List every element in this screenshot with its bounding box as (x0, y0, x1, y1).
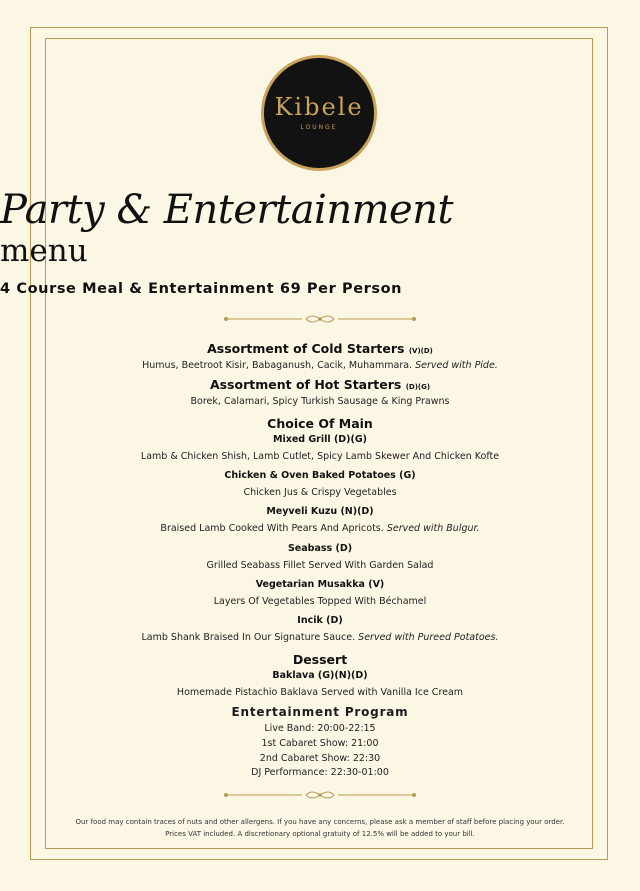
chicken-name: Chicken & Oven Baked Potatoes (G) (224, 470, 416, 481)
vat-notice: Prices VAT included. A discretionary optional gratuity of 12.5% will be added to your bill. (165, 830, 475, 838)
cold-starters-heading: Assortment of Cold Starters (V)(D) (207, 341, 433, 356)
incik-desc: Lamb Shank Braised In Our Signature Sauce. Served with Pureed Potatoes. (141, 632, 499, 643)
entertainment-item: 1st Cabaret Show: 21:00 (261, 738, 379, 749)
ornament-divider-bottom (222, 789, 418, 801)
chicken-desc: Chicken Jus & Crispy Vegetables (243, 487, 397, 498)
price-subtitle: 4 Course Meal & Entertainment 69 Per Person (0, 281, 403, 297)
hot-starters-desc: Borek, Calamari, Spicy Turkish Sausage & King Prawns (190, 396, 450, 407)
hot-starters-heading: Assortment of Hot Starters (D)(G) (209, 377, 431, 392)
ornament-divider-top (222, 313, 418, 325)
kibele-logo (261, 55, 377, 171)
entertainment-item: 2nd Cabaret Show: 22:30 (259, 753, 381, 764)
meyveli-kuzu-note: Served with Bulgur. (386, 523, 480, 534)
musakka-desc: Layers Of Vegetables Topped With Béchamel (213, 596, 427, 607)
incik-note: Served with Pureed Potatoes. (358, 632, 499, 643)
title-menu: menu (0, 233, 88, 269)
dessert-heading: Dessert (292, 652, 348, 667)
entertainment-heading: Entertainment Program (231, 705, 409, 719)
title-script: Party & Entertainment (0, 187, 454, 233)
entertainment-item: DJ Performance: 22:30-01:00 (251, 767, 389, 778)
logo-name: Kibele (274, 93, 364, 121)
meyveli-kuzu-desc: Braised Lamb Cooked With Pears And Apricots. Served with Bulgur. (160, 523, 480, 534)
allergen-notice: Our food may contain traces of nuts and other allergens. If you have any concerns, please ask a member of staff before placing your order. (75, 818, 565, 826)
seabass-name: Seabass (D) (287, 543, 353, 554)
cold-starters-desc: Humus, Beetroot Kisir, Babaganush, Cacik, Muhammara. Served with Pide. (142, 360, 498, 371)
logo-subtitle: LOUNGE (300, 124, 338, 131)
baklava-name: Baklava (G)(N)(D) (272, 670, 368, 681)
mixed-grill-name: Mixed Grill (D)(G) (273, 434, 367, 445)
meyveli-kuzu-name: Meyveli Kuzu (N)(D) (266, 506, 374, 517)
hot-starters-tags: (D)(G) (405, 383, 431, 391)
baklava-desc: Homemade Pistachio Baklava Served with Vanilla Ice Cream (176, 687, 464, 698)
cold-starters-note: Served with Pide. (415, 360, 498, 371)
musakka-name: Vegetarian Musakka (V) (255, 579, 385, 590)
entertainment-item: Live Band: 20:00-22:15 (264, 723, 376, 734)
seabass-desc: Grilled Seabass Fillet Served With Garden Salad (206, 560, 434, 571)
main-heading: Choice Of Main (267, 416, 373, 431)
mixed-grill-desc: Lamb & Chicken Shish, Lamb Cutlet, Spicy Lamb Skewer And Chicken Kofte (140, 451, 500, 462)
incik-name: Incik (D) (297, 615, 343, 626)
cold-starters-tags: (V)(D) (408, 347, 433, 355)
